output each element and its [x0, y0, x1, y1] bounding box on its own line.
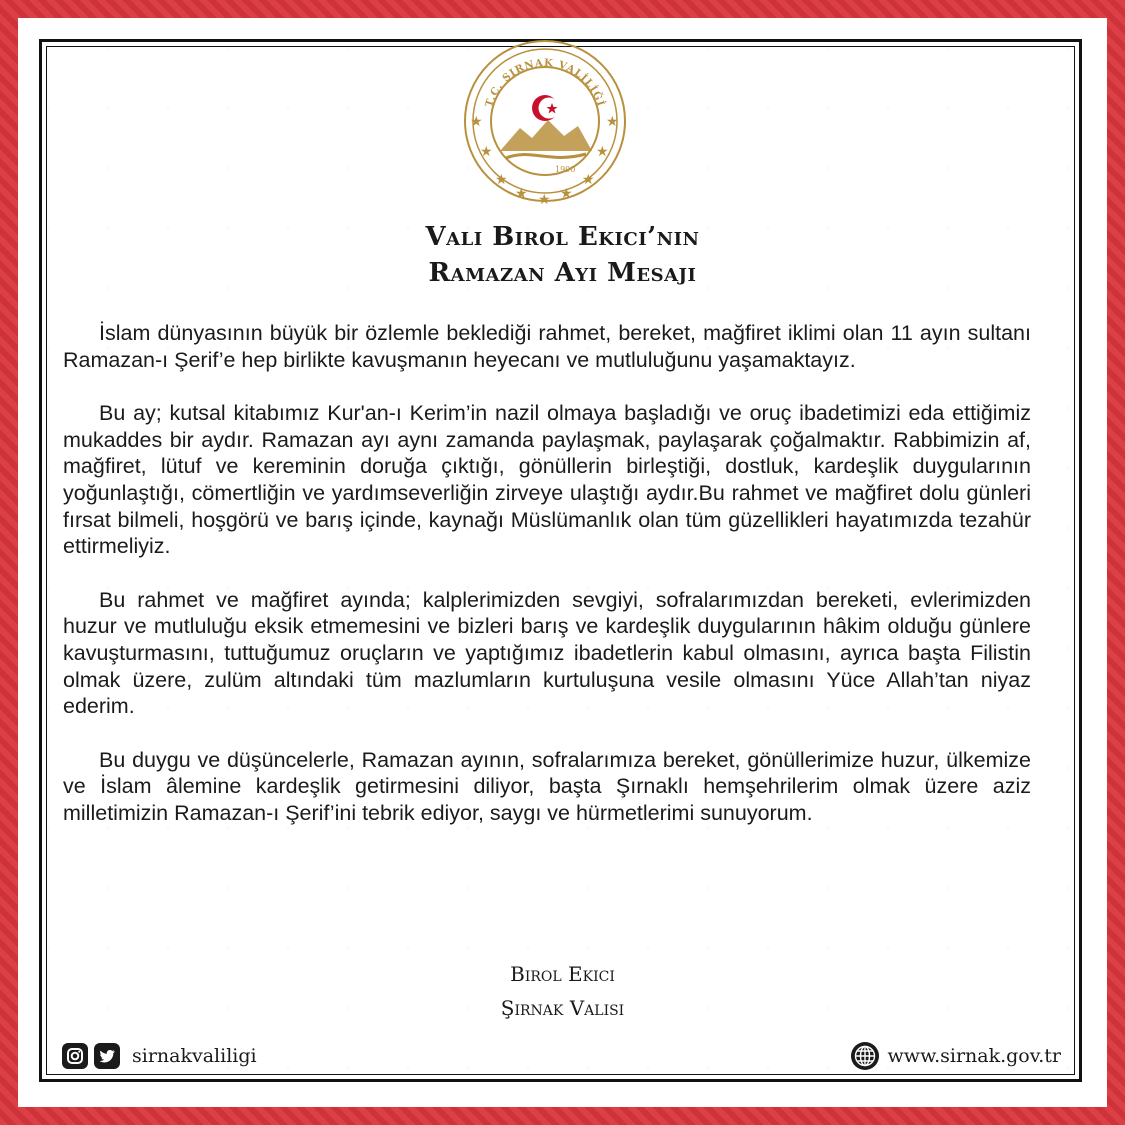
- seal-year: 1990: [555, 165, 576, 174]
- paragraph-4: Bu duygu ve düşüncelerle, Ramazan ayının, sofralarımıza bereket, gönüllerimize huzur, ülkemize ve İslam âlemine kardeşlik getirmesini diliyor, başta Şırnaklı hemşehrilerim olmak üzere aziz milletimizin Ramazan-ı Şerif’ini tebrik ediyor, saygı ve hürmetlerimi sunuyorum.: [63, 747, 1031, 825]
- website-url[interactable]: www.sirnak.gov.tr: [887, 1045, 1061, 1067]
- svg-text:★: ★: [606, 115, 619, 130]
- svg-text:★: ★: [596, 145, 609, 160]
- svg-text:★: ★: [495, 173, 508, 188]
- svg-text:★: ★: [470, 115, 483, 130]
- website-link[interactable]: [850, 1041, 1061, 1071]
- instagram-icon[interactable]: [62, 1043, 88, 1069]
- paragraph-3: Bu rahmet ve mağfiret ayında; kalplerimizden sevgiyi, sofralarımızdan bereketi, evlerimizden huzur ve mutluluğu eksik etmemesini ve bizleri barış ve kardeşlik duygularının hâkim olduğu günlere kavuşturmasını, tuttuğumuz oruçların ve yaptığımız ibadetlerin kabul olmasını, ayrıca başta Filistin olmak üzere, zulüm altındaki tüm mazlumların kurtuluşuna vesile olmasını Yüce Allah’tan niyaz ederim.: [63, 587, 1031, 719]
- svg-text:★: ★: [480, 145, 493, 160]
- twitter-icon[interactable]: [94, 1043, 120, 1069]
- svg-text:★: ★: [515, 187, 528, 202]
- message-title-line2: Ramazan Ayı Mesajı: [428, 258, 697, 288]
- governorship-seal-logo: [460, 36, 630, 206]
- message-title-line1: Vali Birol Ekici’nin: [425, 222, 700, 252]
- signature-role: Şırnak Valisi: [500, 996, 625, 1020]
- social-links: [62, 1043, 257, 1069]
- svg-text:★: ★: [560, 187, 573, 202]
- social-handle[interactable]: sirnakvaliligi: [132, 1045, 257, 1067]
- message-body: [63, 320, 1031, 854]
- seal-ring-text: T.C. ŞIRNAK VALİLİĞİ: [483, 57, 607, 109]
- svg-text:★: ★: [538, 193, 551, 206]
- svg-text:★: ★: [582, 173, 595, 188]
- globe-icon: [850, 1041, 880, 1071]
- signature-name: Birol Ekici: [510, 962, 615, 986]
- paragraph-1: İslam dünyasının büyük bir özlemle beklediği rahmet, bereket, mağfiret iklimi olan 11 ayın sultanı Ramazan-ı Şerif’e hep birlikte kavuşmanın heyecanı ve mutluluğunu yaşamaktayız.: [63, 321, 1031, 372]
- paragraph-2: Bu ay; kutsal kitabımız Kur'an-ı Kerim’in nazil olmaya başladığı ve oruç ibadetimizi eda ettiğimiz mukaddes bir aydır. Ramazan ayı aynı zamanda paylaşmak, paylaşarak çoğalmaktır. Rabbimizin af, mağfiret, lütuf ve kereminin doruğa çıktığı, gönüllerin birleştiği, dostluk, kardeşlik duygularının yoğunlaştığı, cömertliğin ve yardımseverliğin zirveye ulaştığı aydır.Bu rahmet ve mağfiret dolu günleri fırsat bilmeli, hoşgörü ve barış içinde, kaynağı Müslümanlık olan tüm güzellikleri hayatımızda tezahür ettirmeliyiz.: [63, 401, 1031, 559]
